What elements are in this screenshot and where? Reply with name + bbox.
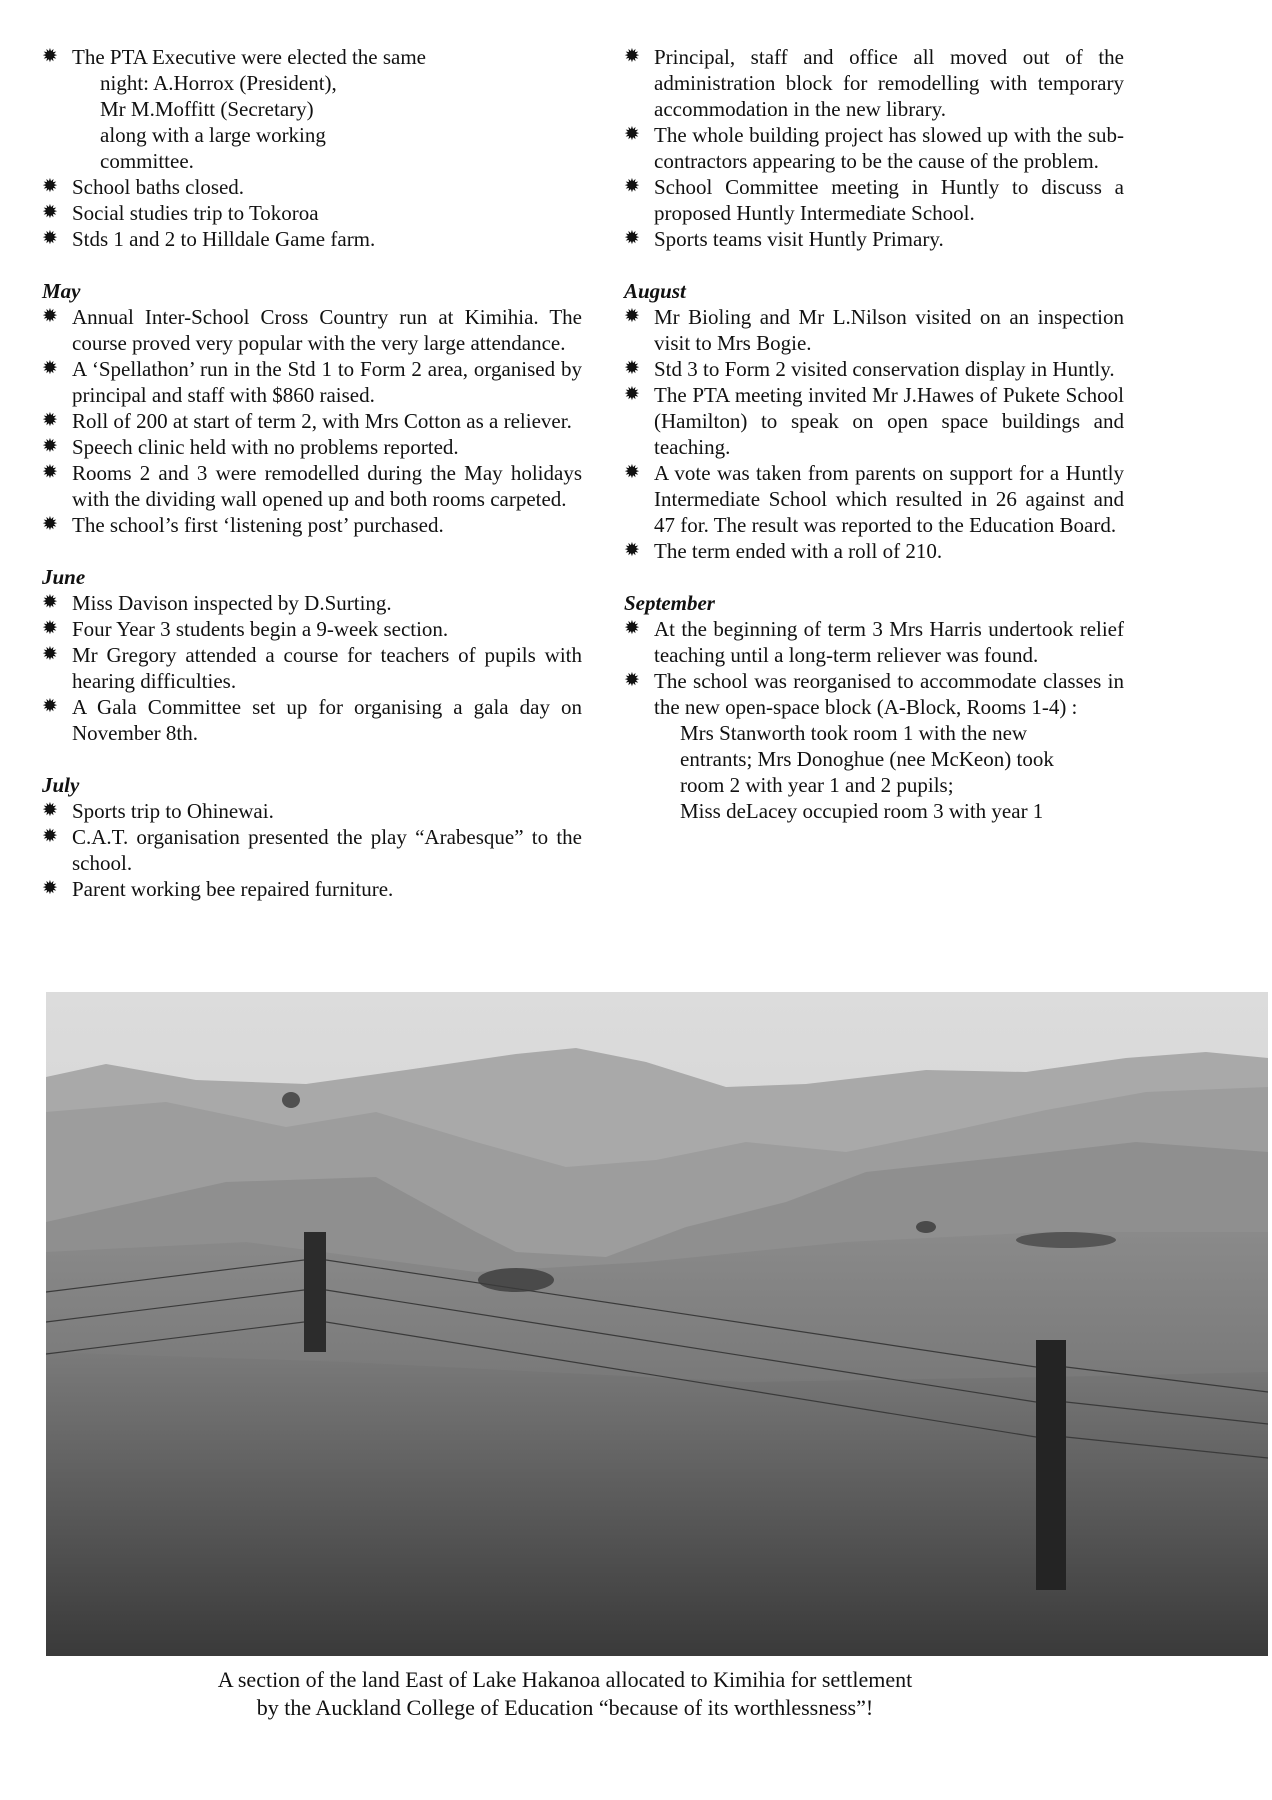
list-item: ✹ Rooms 2 and 3 were remodelled during the May holidays with the dividing wall opened up and both rooms carpeted.: [42, 460, 582, 512]
section-heading: June: [42, 565, 86, 589]
photo-caption: [0, 1666, 1130, 1722]
list-item: ✹ The term ended with a roll of 210.: [624, 538, 1124, 564]
section-heading: May: [42, 279, 81, 303]
list-item: ✹ The whole building project has slowed up with the sub-contractors appearing to be the cause of the problem.: [624, 122, 1124, 174]
list-item: ✹ The PTA meeting invited Mr J.Hawes of Pukete School (Hamilton) to speak on open space buildings and teaching.: [624, 382, 1124, 460]
caption-line: A section of the land East of Lake Hakanoa allocated to Kimihia for settlement: [217, 1667, 913, 1692]
list-item: ✹ Annual Inter-School Cross Country run at Kimihia. The course proved very popular with the very large attendance.: [42, 304, 582, 356]
list-item: ✹ School Committee meeting in Huntly to discuss a proposed Huntly Intermediate School.: [624, 174, 1124, 226]
may-section: [42, 278, 582, 538]
list-item: ✹ Std 3 to Form 2 visited conservation display in Huntly.: [624, 356, 1124, 382]
list-item: ✹ The PTA Executive were elected the same night: A.Horrox (President), Mr M.Moffitt (Secretary) along with a large working committee.: [42, 44, 582, 174]
right-column: [624, 44, 1124, 850]
section-heading: July: [42, 773, 80, 797]
june-section: [42, 564, 582, 746]
list-item: ✹ Miss Davison inspected by D.Surting.: [42, 590, 582, 616]
landscape-illustration: [46, 992, 1268, 1656]
july-section: [42, 772, 582, 902]
list-item: ✹ A Gala Committee set up for organising a gala day on November 8th.: [42, 694, 582, 746]
august-section: [624, 278, 1124, 564]
list-item: ✹ The school’s first ‘listening post’ purchased.: [42, 512, 582, 538]
list-item: ✹ Social studies trip to Tokoroa: [42, 200, 582, 226]
caption-line: by the Auckland College of Education “because of its worthlessness”!: [256, 1695, 874, 1720]
intro-section-left: [42, 44, 582, 252]
list-item: ✹ Roll of 200 at start of term 2, with Mrs Cotton as a reliever.: [42, 408, 582, 434]
list-item: ✹ A vote was taken from parents on support for a Huntly Intermediate School which resulted in 26 against and 47 for. The result was reported to the Education Board.: [624, 460, 1124, 538]
landscape-photo: [46, 992, 1268, 1656]
list-item: ✹ Four Year 3 students begin a 9-week section.: [42, 616, 582, 642]
left-column: [42, 44, 582, 928]
list-item: ✹ Principal, staff and office all moved out of the administration block for remodelling with temporary accommodation in the new library.: [624, 44, 1124, 122]
list-item: ✹ Mr Gregory attended a course for teachers of pupils with hearing difficulties.: [42, 642, 582, 694]
list-item: ✹ At the beginning of term 3 Mrs Harris undertook relief teaching until a long-term reliever was found.: [624, 616, 1124, 668]
list-item: ✹ Sports teams visit Huntly Primary.: [624, 226, 1124, 252]
list-item: ✹ Stds 1 and 2 to Hilldale Game farm.: [42, 226, 582, 252]
section-heading: September: [624, 591, 715, 615]
list-item: ✹ A ‘Spellathon’ run in the Std 1 to Form 2 area, organised by principal and staff with $860 raised.: [42, 356, 582, 408]
intro-section-right: [624, 44, 1124, 252]
list-item: ✹ The school was reorganised to accommodate classes in the new open-space block (A-Block, Rooms 1-4) : Mrs Stanworth took room 1 with the new entrants; Mrs Donoghue (nee McKeon) took room 2 with year 1 and 2 pupils; Miss deLacey occupied room 3 with year 1: [624, 668, 1124, 824]
list-item: ✹ Speech clinic held with no problems reported.: [42, 434, 582, 460]
list-item: ✹ Mr Bioling and Mr L.Nilson visited on an inspection visit to Mrs Bogie.: [624, 304, 1124, 356]
list-item: ✹ C.A.T. organisation presented the play “Arabesque” to the school.: [42, 824, 582, 876]
list-item: ✹ Parent working bee repaired furniture.: [42, 876, 582, 902]
list-item: ✹ Sports trip to Ohinewai.: [42, 798, 582, 824]
september-section: [624, 590, 1124, 824]
list-item: ✹ School baths closed.: [42, 174, 582, 200]
section-heading: August: [624, 279, 686, 303]
